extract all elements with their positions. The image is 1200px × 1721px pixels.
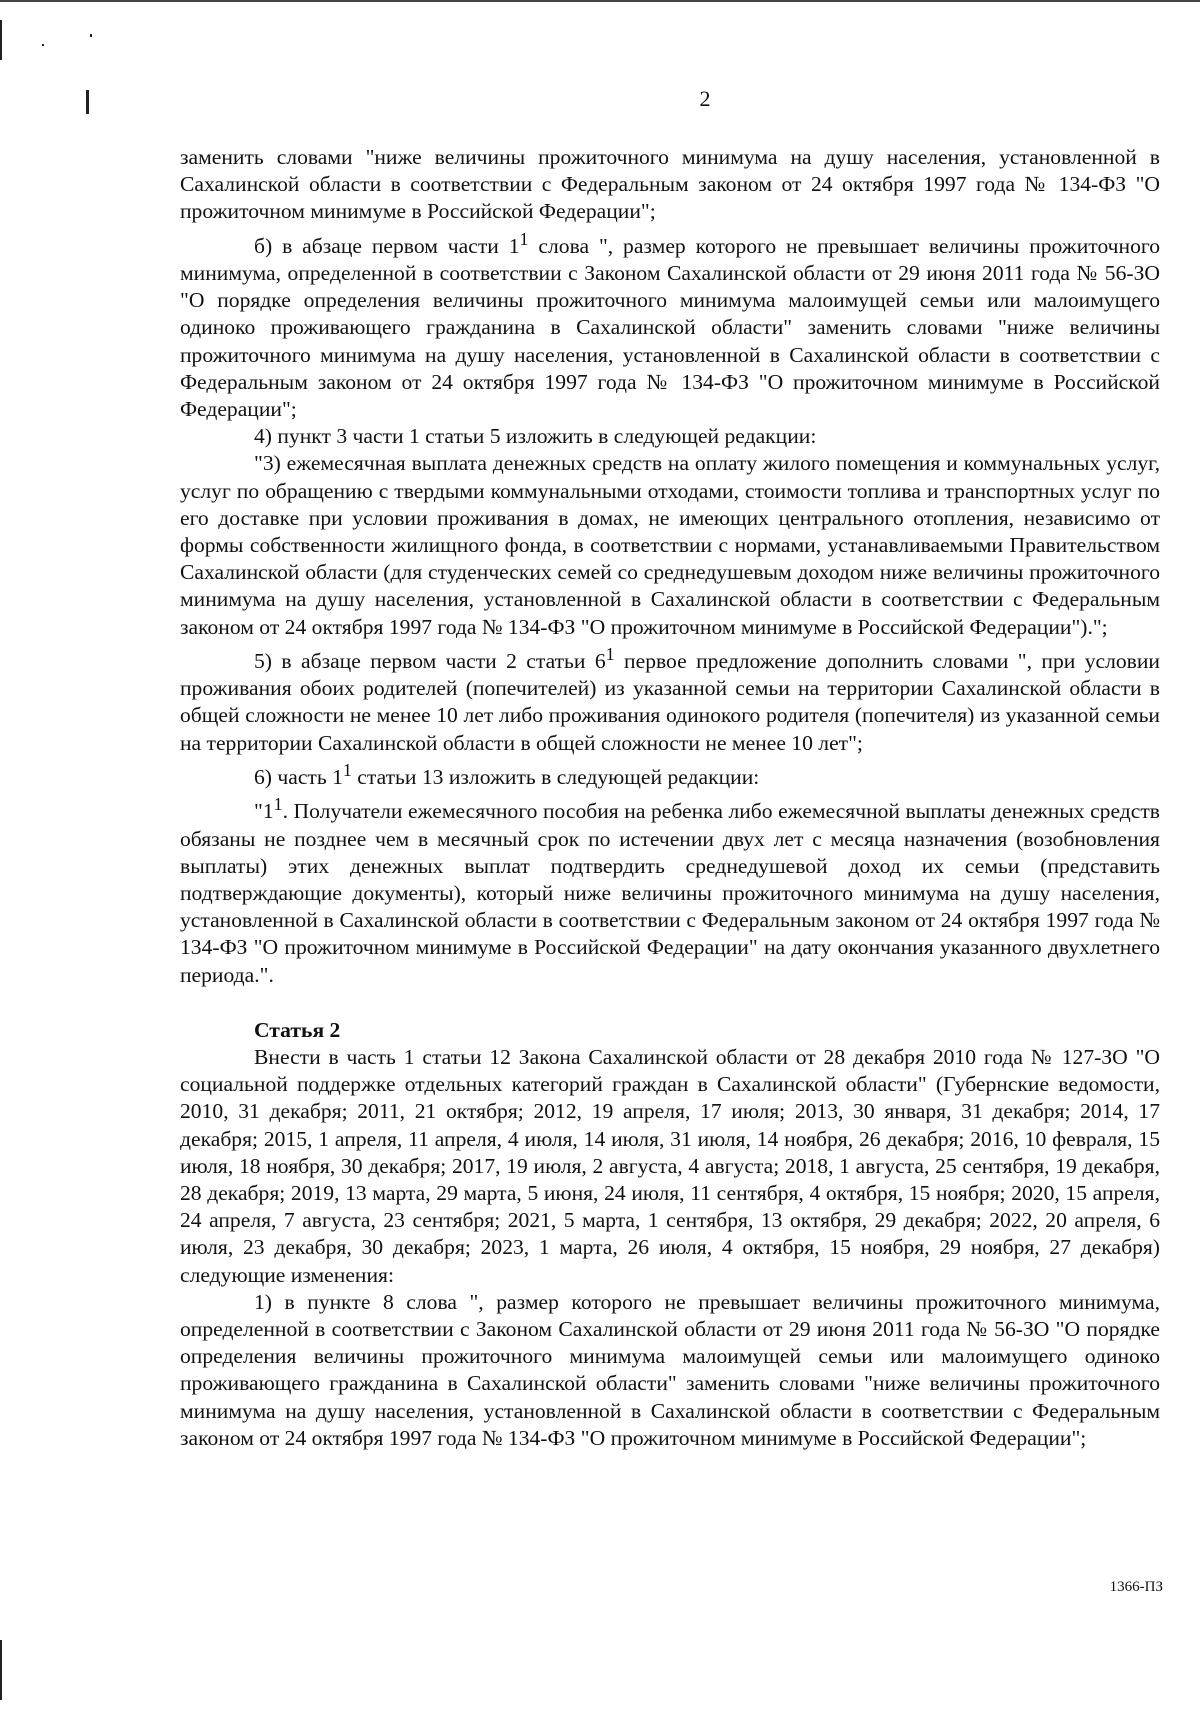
- paragraph: 6) часть $1^1$ статьи 13 изложить в следующей редакции:: [254, 759, 760, 790]
- paragraph: "$1^1$. Получатели ежемесячного пособия на ребенка либо ежемесячной выплаты денежных средств обязаны не позднее чем в месячный срок по истечении двух лет с месяца назначения (возобновления выплаты) этих денежных выплат подтвердить среднедушевой доход их семьи (представить подтверждающие документы), который ниже величины прожиточного минимума на душу населения, установленной в Сахалинской области в соответствии с Федеральным законом от 24 октября 1997 года № 134-ФЗ "О прожиточном минимуме в Российской Федерации" на дату окончания указанного двухлетнего периода.".: [180, 794, 1160, 987]
- article-heading: Статья 2: [254, 1017, 341, 1042]
- scan-artifact: [42, 44, 44, 46]
- paragraph: 4) пункт 3 части 1 статьи 5 изложить в следующей редакции:: [254, 424, 817, 449]
- paragraph: 1) в пункте 8 слова ", размер которого не превышает величины прожиточного минимума, определенной в соответствии с Законом Сахалинской области от 29 июня 2011 года № 56-ЗО "О порядке определения величины прожиточного минимума малоимущей семьи или малоимущего одиноко проживающего гражданина в Сахалинской области" заменить словами "ниже величины прожиточного минимума на душу населения, установленной в Сахалинской области в соответствии с Федеральным законом от 24 октября 1997 года № 134-ФЗ "О прожиточном минимуме в Российской Федерации";: [180, 1289, 1160, 1450]
- paragraph: б) в абзаце первом части $1^1$ слова ", размер которого не превышает величины прожиточного минимума, определенной в соответствии с Законом Сахалинской области от 29 июня 2011 года № 56-ЗО "О порядке определения величины прожиточного минимума малоимущей семьи или малоимущего одиноко проживающего гражданина в Сахалинской области" заменить словами "ниже величины прожиточного минимума на душу населения, установленной в Сахалинской области в соответствии с Федеральным законом от 24 октября 1997 года № 134-ФЗ "О прожиточном минимуме в Российской Федерации";: [180, 228, 1161, 422]
- scan-artifact: [0, 1640, 2, 1700]
- scan-artifact: [90, 34, 92, 37]
- paragraph: Внести в часть 1 статьи 12 Закона Сахалинской области от 28 декабря 2010 года № 127-ЗО "О социальной поддержке отдельных категорий граждан в Сахалинской области" (Губернские ведомости, 2010, 31 декабря; 2011, 21 октября; 2012, 19 апреля, 17 июля; 2013, 30 января, 31 декабря; 2014, 17 декабря; 2015, 1 апреля, 11 апреля, 4 июля, 14 июля, 31 июля, 14 ноября, 26 декабря; 2016, 10 февраля, 15 июля, 18 ноября, 30 декабря; 2017, 19 июля, 2 августа, 4 августа; 2018, 1 августа, 25 сентября, 19 декабря, 28 декабря; 2019, 13 марта, 29 марта, 5 июня, 24 июля, 11 сентября, 4 октября, 15 ноября; 2020, 15 апреля, 24 апреля, 7 августа, 23 сентября; 2021, 5 марта, 1 сентября, 13 октября, 29 декабря; 2022, 20 апреля, 6 июля, 23 декабря, 30 декабря; 2023, 1 марта, 26 июля, 4 октября, 15 ноября, 29 ноября, 27 декабря) следующие изменения:: [180, 1045, 1160, 1287]
- scan-artifact: [0, 20, 2, 60]
- page-number: 2: [699, 86, 711, 111]
- paragraph: "3) ежемесячная выплата денежных средств на оплату жилого помещения и коммунальных услуг, услуг по обращению с твердыми коммунальными отходами, стоимости топлива и транспортных услуг по его доставке при условии проживания в домах, не имеющих центрального отопления, независимо от формы собственности жилищного фонда, в соответствии с нормами, устанавливаемыми Правительством Сахалинской области (для студенческих семей со среднедушевым доходом ниже величины прожиточного минимума на душу населения, установленной в Сахалинской области в соответствии с Федеральным законом от 24 октября 1997 года № 134-ФЗ "О прожиточном минимуме в Российской Федерации").";: [180, 451, 1160, 639]
- paragraph: 5) в абзаце первом части 2 статьи $6^1$ первое предложение дополнить словами ", при условии проживания обоих родителей (попечителей) из указанной семьи на территории Сахалинской области в общей сложности не менее 10 лет либо проживания одинокого родителя (попечителя) из указанной семьи на территории Сахалинской области в общей сложности не менее 10 лет";: [180, 643, 1160, 755]
- document-body: [180, 144, 1160, 1452]
- scan-edge: [0, 0, 1200, 2]
- paragraph: заменить словами "ниже величины прожиточного минимума на душу населения, установленной в Сахалинской области в соответствии с Федеральным законом от 24 октября 1997 года № 134-ФЗ "О прожиточном минимуме в Российской Федерации";: [180, 145, 1160, 224]
- document-code: 1366-ПЗ: [1109, 1579, 1163, 1595]
